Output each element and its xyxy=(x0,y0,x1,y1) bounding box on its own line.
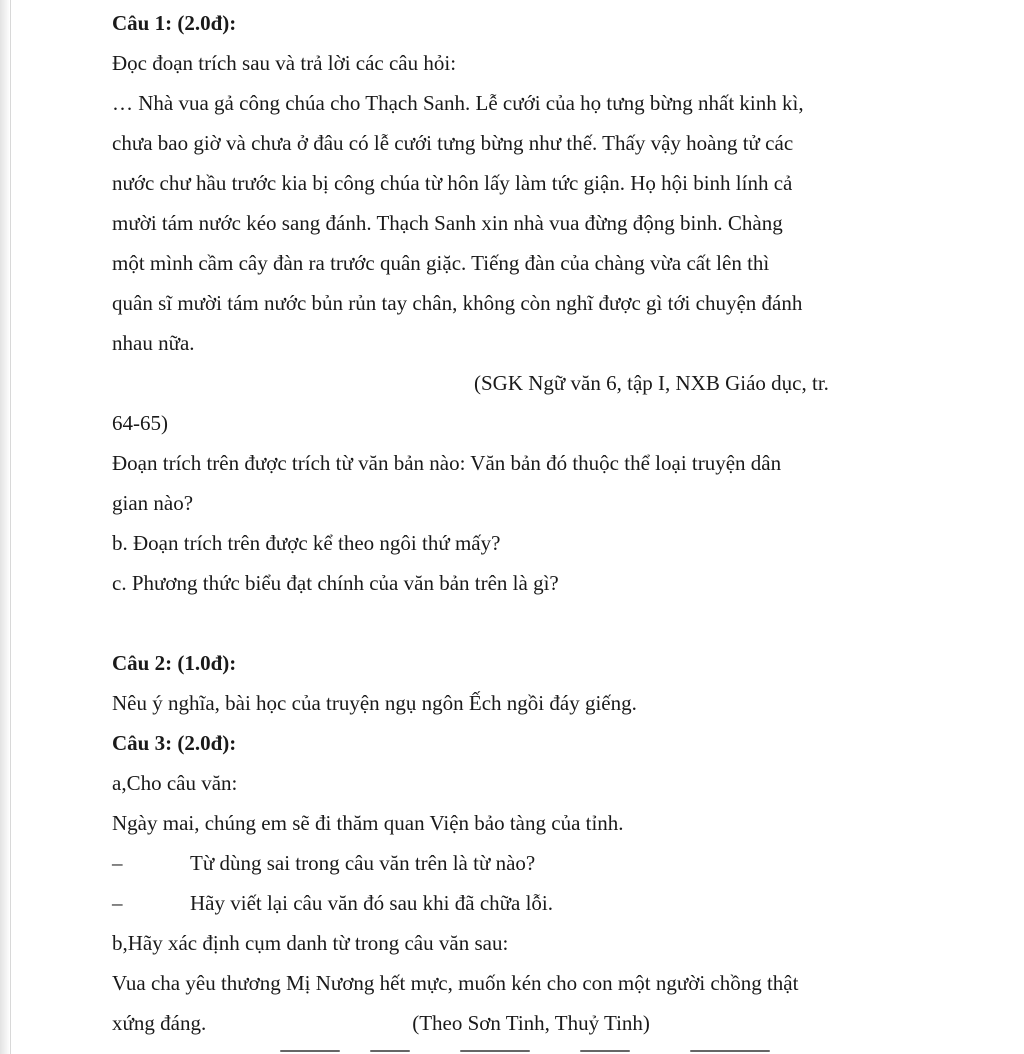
q3-dash-item xyxy=(112,843,912,883)
dash-item-text: Hãy viết lại câu văn đó sau khi đã chữa lỗi. xyxy=(190,891,554,915)
passage-line: một mình cầm cây đàn ra trước quân giặc. Tiếng đàn của chàng vừa cất lên thì xyxy=(112,251,770,275)
q1-question-a-line2: gian nào? xyxy=(112,491,194,515)
q1-question-b: b. Đoạn trích trên được kể theo ngôi thứ mấy? xyxy=(112,531,501,555)
q2-title: Câu 2: (1.0đ): xyxy=(112,651,237,675)
q3-part-b-line1: Vua cha yêu thương Mị Nương hết mực, muốn kén cho con một người chồng thật xyxy=(112,971,799,995)
q1-source-line2: 64-65) xyxy=(112,411,168,435)
q1-question-c: c. Phương thức biểu đạt chính của văn bản trên là gì? xyxy=(112,571,559,595)
passage-line: … Nhà vua gả công chúa cho Thạch Sanh. Lễ cưới của họ tưng bừng nhất kinh kì, xyxy=(112,91,804,115)
q1-passage xyxy=(112,83,912,363)
page-left-edge xyxy=(0,0,11,1054)
q3-part-b-line2-row xyxy=(112,1003,912,1043)
q3-part-b-source: (Theo Sơn Tinh, Thuỷ Tinh) xyxy=(412,1011,650,1035)
q3-part-b-line2: xứng đáng. xyxy=(112,1011,207,1035)
q1-question-a-line1: Đoạn trích trên được trích từ văn bản nào: Văn bản đó thuộc thể loại truyện dân xyxy=(112,451,782,475)
q3-part-a-label: a,Cho câu văn: xyxy=(112,771,238,795)
section-spacer xyxy=(112,603,912,643)
passage-line: nhau nữa. xyxy=(112,331,195,355)
q3-dash-item xyxy=(112,883,912,923)
q3-part-b-label: b,Hãy xác định cụm danh từ trong câu văn sau: xyxy=(112,931,509,955)
dash-bullet: – xyxy=(112,891,123,915)
passage-line: quân sĩ mười tám nước bủn rủn tay chân, không còn nghĩ được gì tới chuyện đánh xyxy=(112,291,803,315)
passage-line: nước chư hầu trước kia bị công chúa từ hôn lấy làm tức giận. Họ hội binh lính cả xyxy=(112,171,793,195)
passage-line: mười tám nước kéo sang đánh. Thạch Sanh xin nhà vua đừng động binh. Chàng xyxy=(112,211,783,235)
exam-document xyxy=(112,3,912,1043)
q1-instruction: Đọc đoạn trích sau và trả lời các câu hỏi: xyxy=(112,51,457,75)
q3-part-a-sentence: Ngày mai, chúng em sẽ đi thăm quan Viện bảo tàng của tỉnh. xyxy=(112,811,624,835)
dash-bullet: – xyxy=(112,851,123,875)
q1-source-line1: (SGK Ngữ văn 6, tập I, NXB Giáo dục, tr. xyxy=(474,371,829,395)
dash-item-text: Từ dùng sai trong câu văn trên là từ nào? xyxy=(190,851,536,875)
q3-title: Câu 3: (2.0đ): xyxy=(112,731,237,755)
passage-line: chưa bao giờ và chưa ở đâu có lễ cưới tưng bừng như thế. Thấy vậy hoàng tử các xyxy=(112,131,794,155)
q2-text: Nêu ý nghĩa, bài học của truyện ngụ ngôn Ếch ngồi đáy giếng. xyxy=(112,691,637,715)
q1-title: Câu 1: (2.0đ): xyxy=(112,11,237,35)
cut-off-text-line xyxy=(270,1048,810,1054)
